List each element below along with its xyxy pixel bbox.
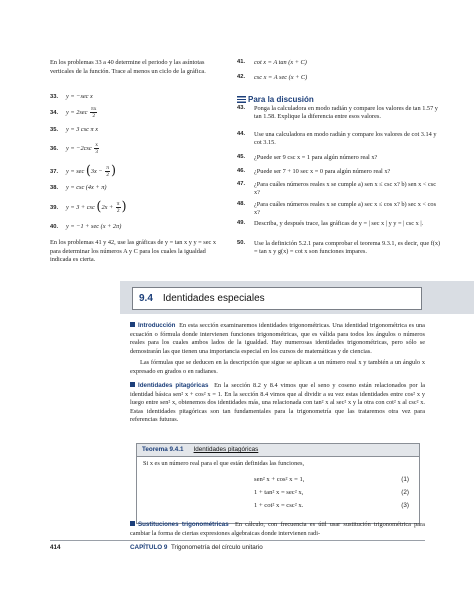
substitutions-paragraph: Sustituciones trigonométricas En cálculo, con frecuencia es útil usar sustitución trigonométrica para cambiar la forma de ciertas expresiones algebraicas donde intervienen radi- [130,521,425,537]
theorem-box [136,443,420,524]
section-title: Identidades especiales [162,293,265,304]
pythagorean-paragraph: Identidades pitagóricas En la sección 8.2 y 8.4 vimos que el seno y coseno están relacionados por la identidad básica sen² x + cos² x = 1. En la sección 8.4 vimos que al dividir a su vez estas identidades entre cos² x y luego entre sen² x, obtenemos dos identidades más, una relacionada con tan² x al sec² x y la otra con cot² x al csc² x. Estas identidades pitagóricas son tan fundamentales para la trigonometría que las trataremos otra vez para referencias futuras. [130,382,425,423]
problem-41: 41. cot x = A tan (x + C) [237,59,307,66]
identity-3: 1 + cot² x = csc² x. [254,502,304,509]
problem-40: 40. y = −1 + sec (x + 2π) [50,223,122,230]
discussion-heading: Para la discusión [237,95,314,104]
section-number: 9.4 [139,293,153,304]
problem-39: 39. y = 3 + csc (2x + $\frac{\pi}{2}$ ) [50,199,127,215]
bullet-square-icon [130,322,135,327]
page-number: 414 [50,544,61,551]
problem-37: 37. y = sec (3x − $\frac{\pi}{2}$ ) [50,163,117,179]
identity-1: sen² x + cos² x = 1, [254,476,305,483]
problem-38: 38. y = csc (4x + π) [50,184,107,191]
problems-41-42-instructions: En los problemas 41 y 42, use las gráficas de y = tan x y y = sec x para determinar los números A y C para los cuales la igualdad indicada es cierta. [50,239,217,264]
theorem-lead: Si x es un número real para el que están definidas las funciones, [143,460,305,467]
theorem-label: Teorema 9.4.1 [142,446,184,453]
identity-3-number: (3) [401,502,409,509]
intro-paragraph: Introducción En esta sección examinaremos identidades trigonométricas. Una identidad trigonométrica es una ecuación o fórmula donde intervienen funciones trigonométricas, que es válida para todos los ángulos o números reales para los cuales ambos lados de la igualdad. Hay numerosas identidades trigonométricas, pero sólo se demostrarán las que tienen una importancia especial en los cursos de matemáticas y de ciencias. [130,322,425,355]
identity-2-number: (2) [401,489,409,496]
footer-rule [50,540,425,541]
bullet-square-icon [130,521,135,526]
theorem-title: Identidades pitagóricas [193,446,259,453]
problem-36: 36. y = −2csc $\frac{x}{3}$ [50,142,98,155]
problem-35: 35. y = 3 csc π x [50,126,99,133]
problem-34: 34. y = 2sec $\frac{\pi x}{2}$ [50,106,97,119]
identity-1-number: (1) [401,476,409,483]
footer-chapter: CAPÍTULO 9 Trigonometría del círculo unitario [130,544,263,551]
bullet-square-icon [130,382,135,387]
section-heading [132,287,422,310]
problem-33: 33. y = −sec x [50,93,93,100]
intro-paragraph-2: Las fórmulas que se deducen en la descripción que sigue se aplican a un número real x y también a un ángulo x expresado en grados o en radianes. [130,359,425,375]
theorem-header [137,444,419,457]
list-lines-icon [237,96,246,103]
identity-2: 1 + tan² x = sec² x, [254,489,304,496]
intro-instructions: En los problemas 33 a 40 determine el periodo y las asíntotas verticales de la función. Trace al menos un ciclo de la gráfica. [50,59,206,75]
problem-42: 42. csc x = A sec (x + C) [237,74,308,81]
